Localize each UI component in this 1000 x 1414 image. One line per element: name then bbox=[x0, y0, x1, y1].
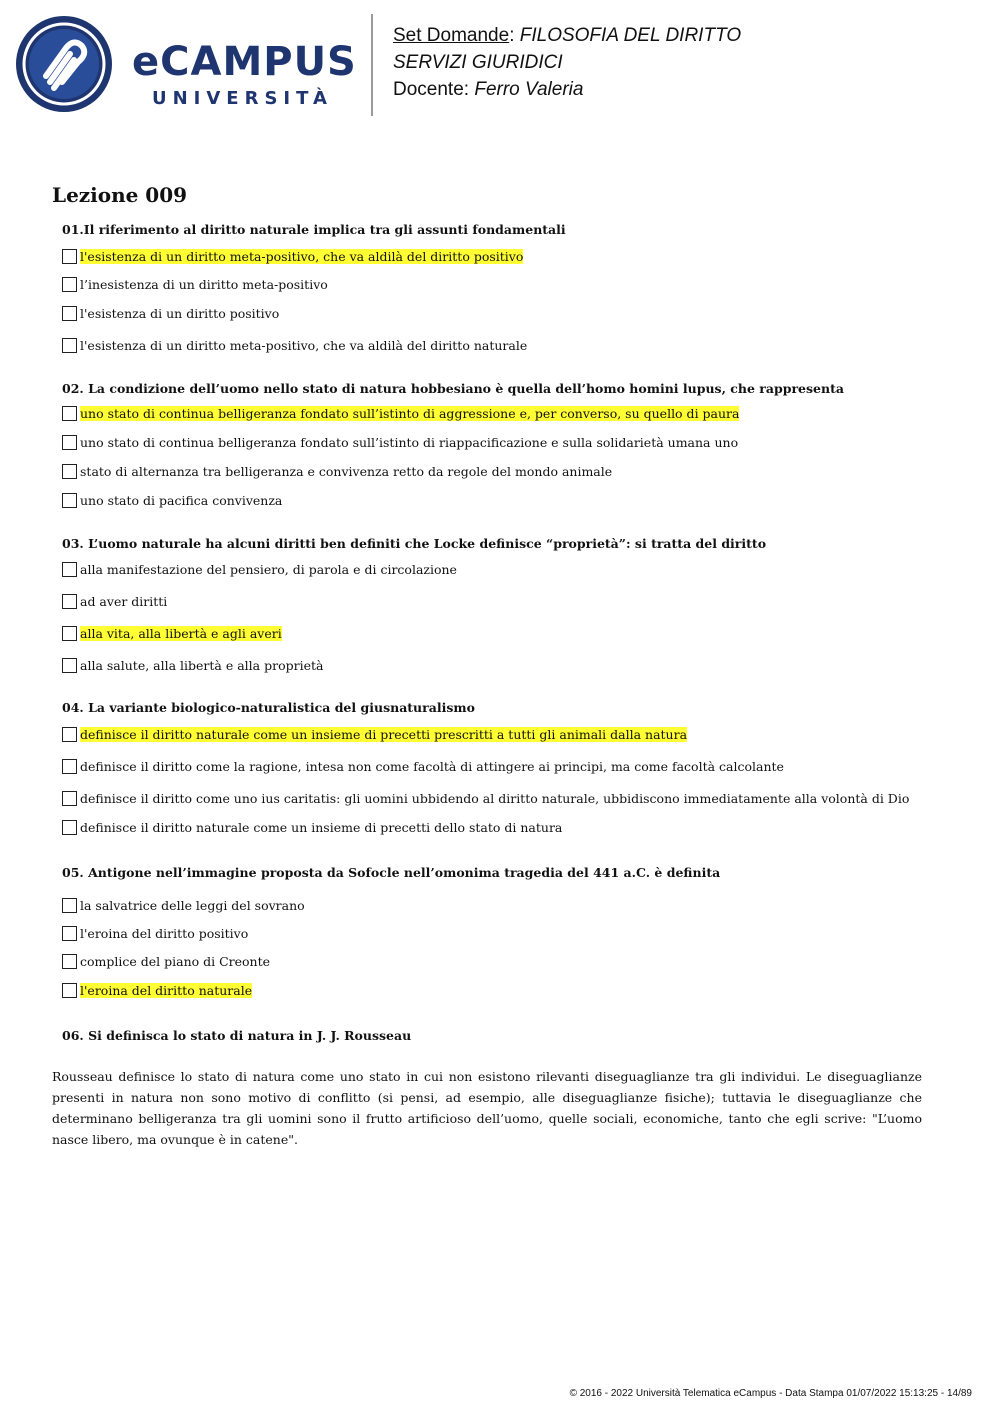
option-text: alla manifestazione del pensiero, di parola e di circolazione bbox=[80, 562, 457, 577]
option-03-b[interactable] bbox=[62, 594, 167, 609]
option-02-d[interactable] bbox=[62, 493, 282, 508]
degree-line bbox=[393, 49, 741, 76]
ecampus-logo-icon bbox=[14, 14, 114, 114]
option-04-b[interactable] bbox=[62, 759, 784, 774]
question-03: 03. L’uomo naturale ha alcuni diritti ben definiti che Locke definisce “proprietà”: si tratta del diritto bbox=[62, 536, 767, 551]
checkbox[interactable] bbox=[62, 954, 77, 969]
brand-subtitle: UNIVERSITÀ bbox=[152, 88, 333, 109]
checkbox[interactable] bbox=[62, 562, 77, 577]
option-text: l'eroina del diritto positivo bbox=[80, 926, 249, 941]
option-01-b[interactable] bbox=[62, 277, 328, 292]
page-header bbox=[0, 0, 1000, 130]
teacher-line: Docente: Ferro Valeria bbox=[393, 79, 584, 100]
option-text: definisce il diritto naturale come un insieme di precetti prescritti a tutti gli animali dalla natura bbox=[80, 727, 688, 742]
checkbox[interactable] bbox=[62, 464, 77, 479]
option-05-c[interactable] bbox=[62, 954, 270, 969]
checkbox[interactable] bbox=[62, 926, 77, 941]
option-02-c[interactable] bbox=[62, 464, 612, 479]
brand-name: eCAMPUS bbox=[132, 39, 357, 85]
option-text: l'eroina del diritto naturale bbox=[80, 983, 253, 998]
checkbox[interactable] bbox=[62, 338, 77, 353]
option-01-c[interactable] bbox=[62, 306, 279, 321]
option-text: stato di alternanza tra belligeranza e convivenza retto da regole del mondo animale bbox=[80, 464, 613, 479]
option-text: la salvatrice delle leggi del sovrano bbox=[80, 898, 305, 913]
option-02-a[interactable] bbox=[62, 406, 739, 421]
checkbox[interactable] bbox=[62, 406, 77, 421]
checkbox[interactable] bbox=[62, 759, 77, 774]
question-01: 01.Il riferimento al diritto naturale implica tra gli assunti fondamentali bbox=[62, 222, 566, 237]
checkbox[interactable] bbox=[62, 983, 77, 998]
lesson-title: Lezione 009 bbox=[52, 183, 188, 207]
checkbox[interactable] bbox=[62, 791, 77, 806]
checkbox[interactable] bbox=[62, 435, 77, 450]
question-06: 06. Si definisca lo stato di natura in J. J. Rousseau bbox=[62, 1028, 412, 1043]
checkbox[interactable] bbox=[62, 277, 77, 292]
answer-06: Rousseau definisce lo stato di natura come uno stato in cui non esistono rilevanti diseguaglianze tra gli individui. Le diseguaglianze presenti in natura non sono motivo di conflitto (si pensi, ad esempio, alle diseguaglianze fisiche); tuttavia le diseguaglianze che determinano belligeranza tra gli uomini sono il frutto artificioso dell’uomo, quelle sociali, economiche, tanto che egli scrive: "L’uomo nasce libero, ma ovunque è in catene". bbox=[52, 1069, 922, 1147]
option-05-a[interactable] bbox=[62, 898, 305, 913]
option-text: alla salute, alla libertà e alla proprietà bbox=[80, 658, 324, 673]
page-footer: © 2016 - 2022 Università Telematica eCampus - Data Stampa 01/07/2022 15:13:25 - 14/89 bbox=[569, 1388, 972, 1399]
option-text: alla vita, alla libertà e agli averi bbox=[80, 626, 282, 641]
set-label: Set Domande bbox=[393, 25, 510, 46]
question-02: 02. La condizione dell’uomo nello stato di natura hobbesiano è quella dell’homo homini lupus, che rappresenta bbox=[62, 381, 844, 396]
checkbox[interactable] bbox=[62, 898, 77, 913]
header-divider bbox=[371, 14, 373, 116]
option-text: definisce il diritto come la ragione, intesa non come facoltà di attingere ai principi, ma come facoltà calcolante bbox=[80, 759, 784, 774]
option-01-a[interactable] bbox=[62, 249, 523, 264]
set-line: Set Domande: FILOSOFIA DEL DIRITTO bbox=[393, 25, 742, 46]
option-text: uno stato di continua belligeranza fondato sull’istinto di aggressione e, per converso, su quello di paura bbox=[80, 406, 740, 421]
checkbox[interactable] bbox=[62, 594, 77, 609]
option-text: uno stato di pacifica convivenza bbox=[80, 493, 283, 508]
checkbox[interactable] bbox=[62, 306, 77, 321]
option-03-d[interactable] bbox=[62, 658, 323, 673]
question-05: 05. Antigone nell’immagine proposta da Sofocle nell’omonima tragedia del 441 a.C. è definita bbox=[62, 865, 721, 880]
option-02-b[interactable] bbox=[62, 435, 738, 450]
course-title: FILOSOFIA DEL DIRITTO bbox=[519, 25, 742, 46]
checkbox[interactable] bbox=[62, 249, 77, 264]
header-info bbox=[393, 22, 741, 103]
checkbox[interactable] bbox=[62, 658, 77, 673]
option-text: l’inesistenza di un diritto meta-positivo bbox=[80, 277, 328, 292]
checkbox[interactable] bbox=[62, 626, 77, 641]
checkbox[interactable] bbox=[62, 727, 77, 742]
degree-name: SERVIZI GIURIDICI bbox=[393, 52, 563, 73]
option-05-d[interactable] bbox=[62, 983, 252, 998]
option-text: definisce il diritto naturale come un insieme di precetti dello stato di natura bbox=[80, 820, 563, 835]
option-05-b[interactable] bbox=[62, 926, 248, 941]
option-text: l'esistenza di un diritto meta-positivo, che va aldilà del diritto naturale bbox=[80, 338, 528, 353]
option-04-a[interactable] bbox=[62, 727, 687, 742]
option-text: ad aver diritti bbox=[80, 594, 168, 609]
checkbox[interactable] bbox=[62, 493, 77, 508]
option-04-d[interactable] bbox=[62, 820, 562, 835]
option-03-c[interactable] bbox=[62, 626, 282, 641]
checkbox[interactable] bbox=[62, 820, 77, 835]
option-text: definisce il diritto come uno ius caritatis: gli uomini ubbidendo al diritto naturale, ubbidiscono immediatamente alla volontà di Dio bbox=[80, 791, 910, 806]
option-text: l'esistenza di un diritto positivo bbox=[80, 306, 280, 321]
option-03-a[interactable] bbox=[62, 562, 457, 577]
option-04-c[interactable] bbox=[62, 791, 909, 806]
option-text: l'esistenza di un diritto meta-positivo, che va aldilà del diritto positivo bbox=[80, 249, 524, 264]
teacher-label: Docente bbox=[393, 79, 464, 100]
option-01-d[interactable] bbox=[62, 338, 527, 353]
option-text: uno stato di continua belligeranza fondato sull’istinto di riappacificazione e sulla solidarietà umana uno bbox=[80, 435, 739, 450]
teacher-name: Ferro Valeria bbox=[474, 79, 584, 100]
brand-wordmark bbox=[132, 40, 362, 114]
question-04: 04. La variante biologico-naturalistica del giusnaturalismo bbox=[62, 700, 475, 715]
option-text: complice del piano di Creonte bbox=[80, 954, 271, 969]
